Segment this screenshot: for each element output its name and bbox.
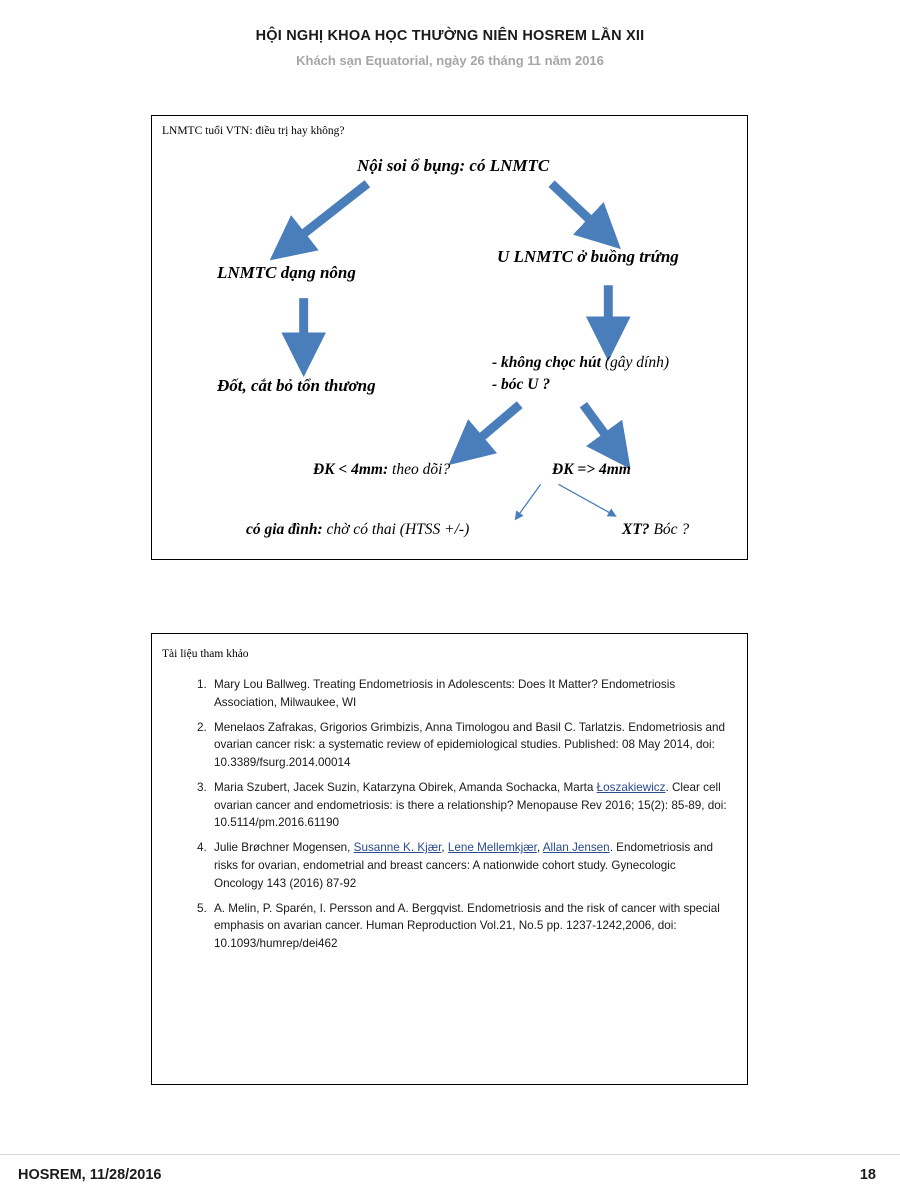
reference-text: A. Melin, P. Sparén, I. Persson and A. Bergqvist. Endometriosis and the risk of cancer with special emphasis on avarian cancer. Human Reproduction Vol.21, No.5 pp. 1237-1242,2006, doi: 10.1093/humrep/dei462 — [214, 901, 720, 951]
reference-text: , — [536, 841, 543, 855]
diagram-arrows — [152, 116, 747, 559]
slide-references — [151, 633, 748, 1085]
reference-text: Mary Lou Ballweg. Treating Endometriosis in Adolescents: Does It Matter? Endometriosis Association, Milwaukee, WI — [214, 678, 676, 709]
reference-text: Maria Szubert, Jacek Suzin, Katarzyna Obirek, Amanda Sochacka, Marta — [214, 780, 597, 794]
reference-text: , — [441, 841, 448, 855]
footer-left-text: HOSREM, 11/28/2016 — [18, 1167, 162, 1183]
node-no-aspiration-options — [492, 352, 669, 397]
reference-link[interactable]: Susanne K. Kjær — [353, 841, 442, 855]
reference-item — [210, 779, 728, 832]
reference-text: . Clear cell ovarian cancer and endometriosis: is there a relationship? Menopause Rev 2016; 15(2): 85-89, doi: 10.5114/pm.2016.61190 — [214, 780, 727, 830]
node-superficial-endometriosis: LNMTC dạng nông — [217, 263, 356, 282]
node-diameter-ge-4mm: ĐK => 4mm — [552, 461, 631, 478]
conference-title: HỘI NGHỊ KHOA HỌC THƯỜNG NIÊN HOSREM LẦN XII — [255, 28, 645, 44]
reference-item — [210, 676, 728, 712]
diagram-caption: LNMTC tuổi VTN: điều trị hay không? — [162, 125, 345, 137]
node-no-aspiration-note: (gây dính) — [604, 354, 669, 371]
node-family-wait-pregnancy — [246, 521, 469, 539]
reference-link[interactable]: Allan Jensen — [542, 841, 610, 855]
node-ablate-excise-lesion: Đốt, cắt bỏ tổn thương — [217, 376, 376, 395]
node-family-bold: có gia đình: — [246, 521, 327, 538]
document-footer — [0, 1154, 900, 1200]
reference-text: . Endometriosis and risks for ovarian, endometrial and breast cancers: A nationwide cohort study. Gynecologic Oncology 143 (2016) 87-92 — [214, 841, 713, 890]
reference-item — [210, 839, 728, 892]
node-ovarian-endometrioma: U LNMTC ở buồng trứng — [497, 247, 679, 266]
node-diameter-less-4mm-bold: ĐK < 4mm: — [313, 461, 393, 478]
slide-flow-diagram — [151, 115, 748, 560]
node-root: Nội soi ổ bụng: có LNMTC — [357, 156, 550, 175]
reference-link[interactable]: Lene Mellemkjær — [447, 841, 537, 855]
references-caption: Tài liệu tham khảo — [162, 648, 249, 660]
node-family-plain: chờ có thai (HTSS +/-) — [326, 521, 470, 538]
reference-text: Menelaos Zafrakas, Grigorios Grimbizis, Anna Timologou and Basil C. Tarlatzis. Endometriosis and ovarian cancer risk: a systematic review of epidemiological studies. Published: 08 May 2014, doi: 10.3389/fsurg.2014.00014 — [214, 720, 726, 770]
node-surgery-plain: Bóc ? — [653, 521, 690, 538]
reference-item — [210, 900, 728, 953]
reference-text: Julie Brøchner Mogensen, — [214, 841, 354, 855]
conference-subtitle: Khách sạn Equatorial, ngày 26 tháng 11 năm 2016 — [296, 53, 604, 68]
node-surgery-option — [622, 521, 689, 539]
footer-page-number: 18 — [859, 1167, 876, 1183]
references-list — [176, 676, 728, 960]
reference-item — [210, 719, 728, 772]
document-header — [0, 28, 900, 68]
node-no-aspiration-bold: - không chọc hút — [492, 354, 605, 371]
node-diameter-less-4mm — [313, 461, 450, 479]
node-diameter-less-4mm-plain: theo dõi? — [392, 461, 451, 478]
node-surgery-bold: XT? — [622, 521, 654, 538]
node-cystectomy: - bóc U ? — [492, 376, 551, 394]
reference-link[interactable]: Łoszakiewicz — [596, 780, 666, 794]
